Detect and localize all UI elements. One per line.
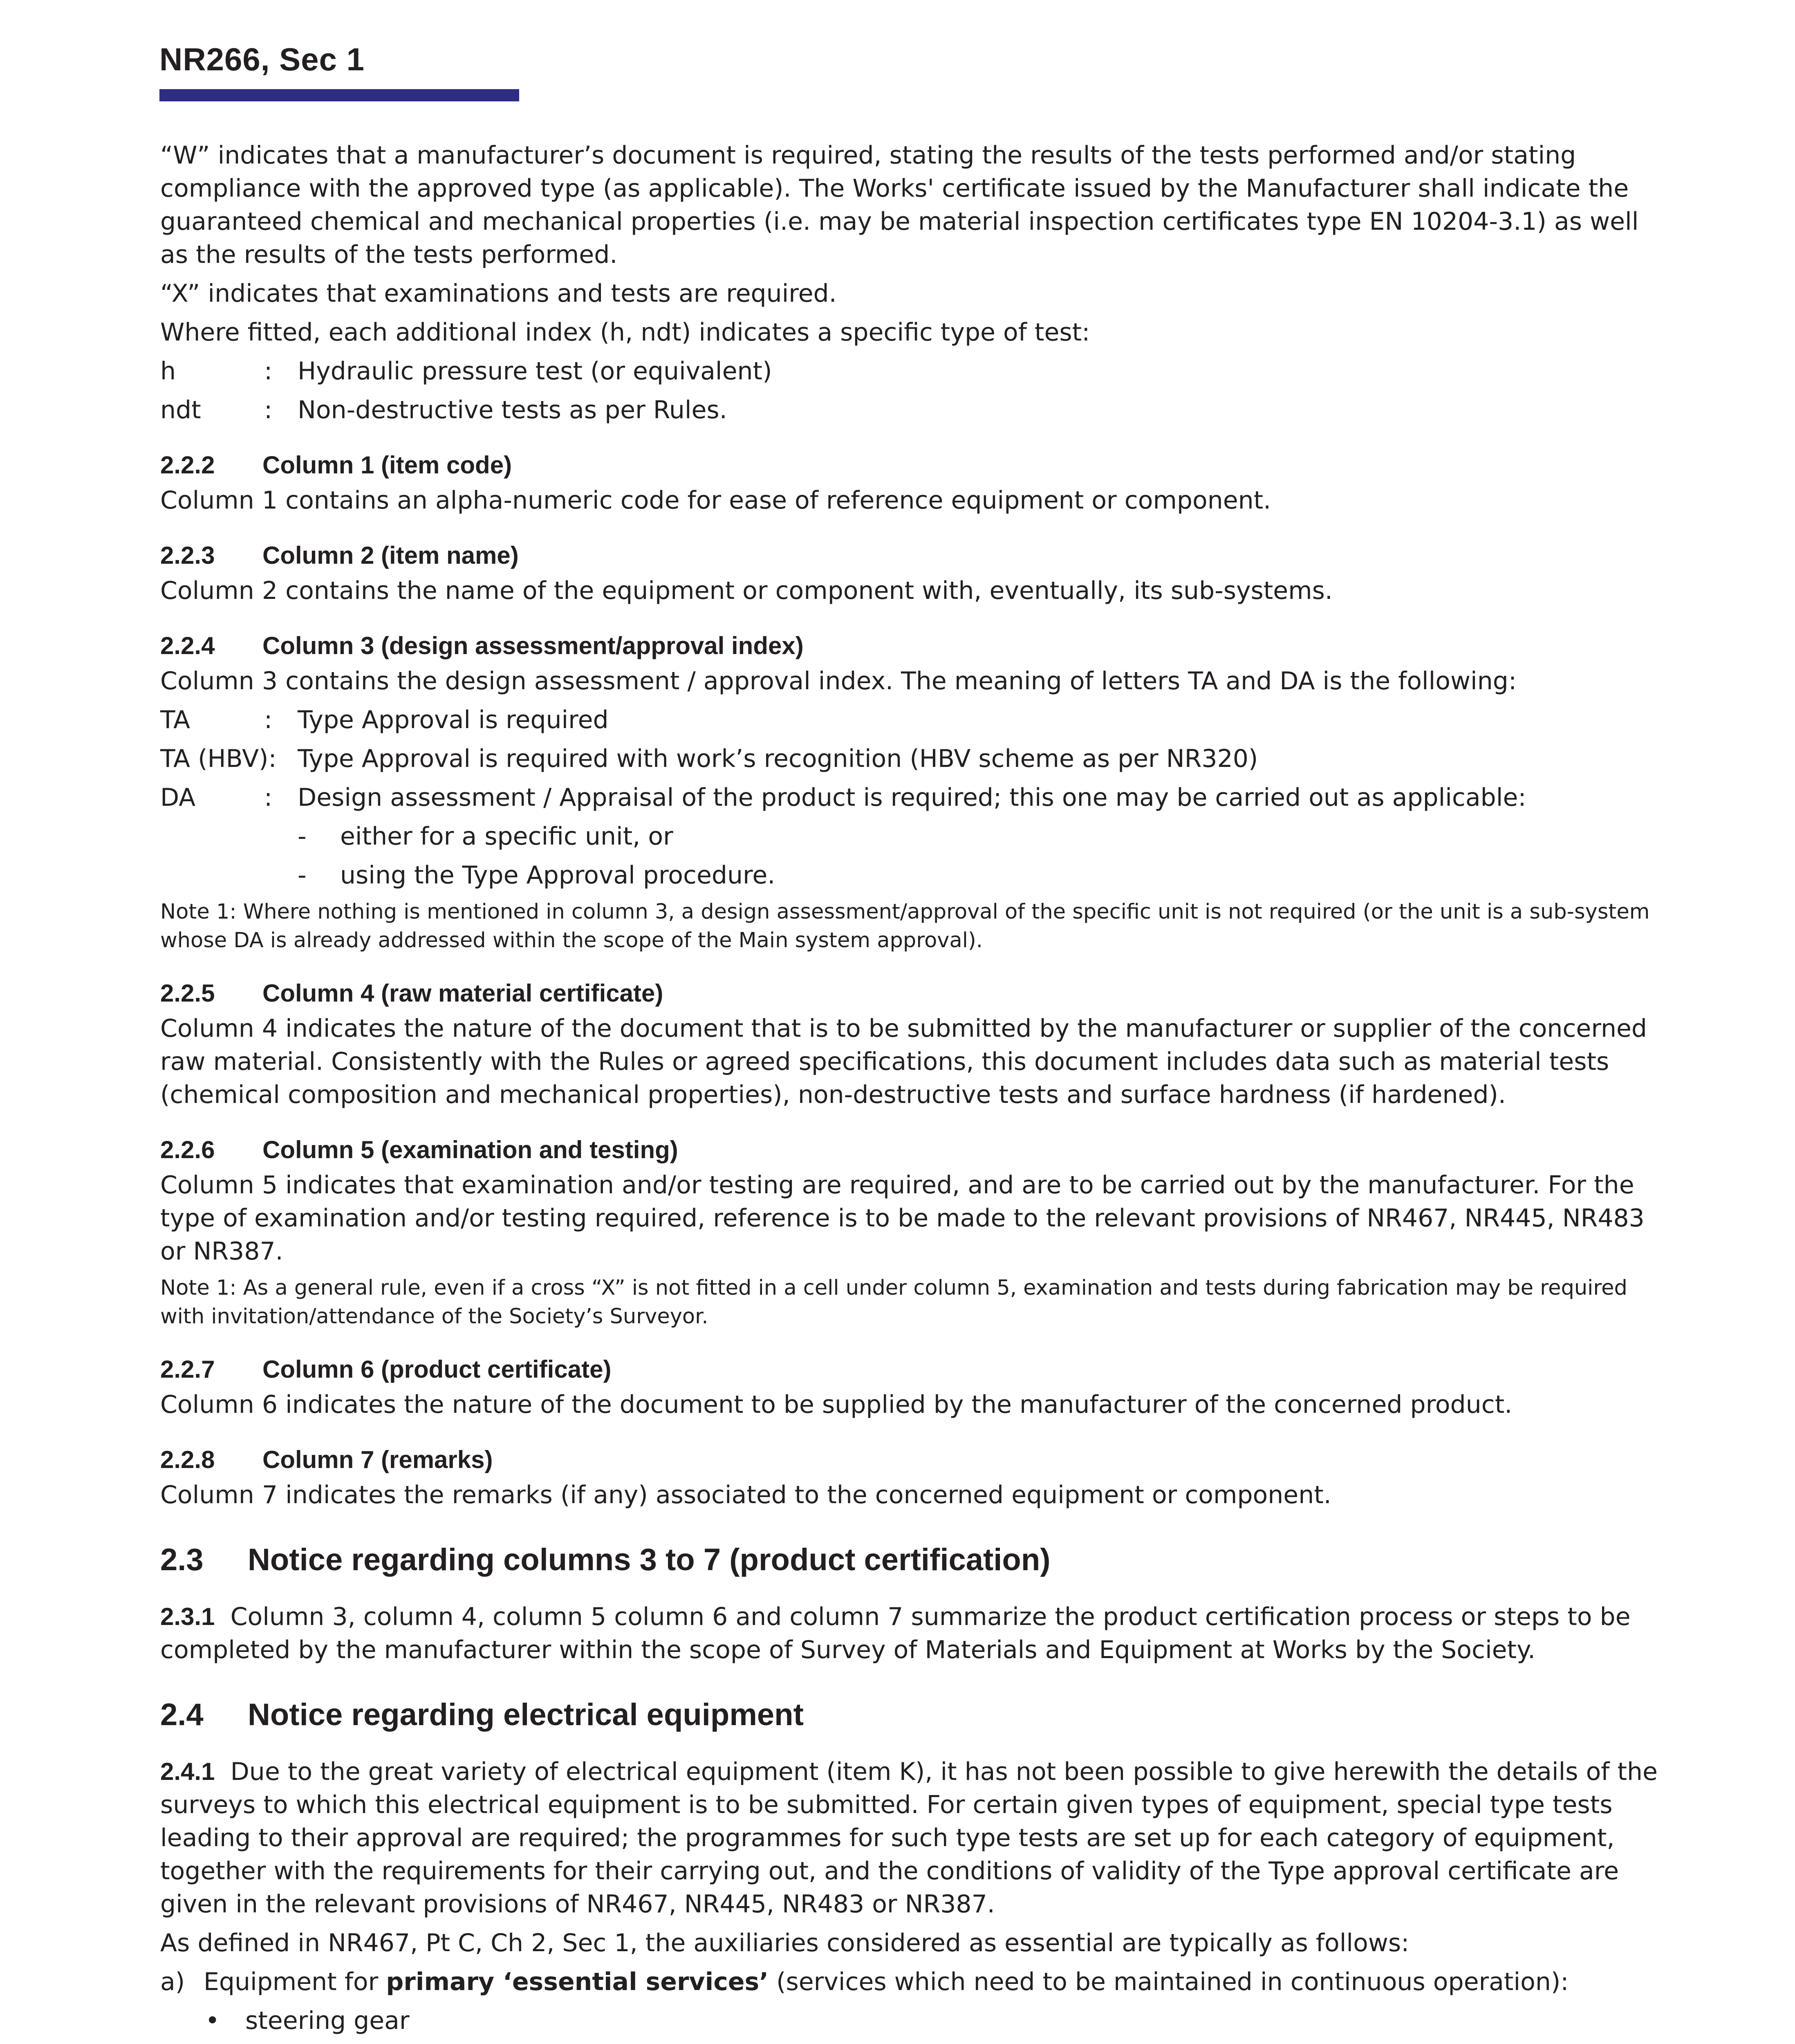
paragraph-number: 2.3.1 (160, 1603, 215, 1630)
heading-number: 2.2.8 (160, 1446, 215, 1473)
heading-2-2-5 (160, 977, 1658, 1010)
heading-title: Notice regarding electrical equipment (248, 1697, 804, 1732)
dash-item-text: either for a specific unit, or (340, 822, 673, 851)
paragraph-2-2-6: Column 5 indicates that examination and/or testing are required, and are to be carried out by the manufacturer. For the type of examination and/or testing required, reference is to be made to the relevant provisions of NR467, NR445, NR483 or NR387. (160, 1171, 1645, 1266)
index-value: Hydraulic pressure test (or equivalent) (298, 357, 772, 385)
index-row-ta (160, 704, 1658, 737)
heading-title: Column 4 (raw material certificate) (262, 979, 663, 1007)
paragraph-w-index: “W” indicates that a manufacturer’s document is required, stating the results of the tests performed and/or stating compliance with the approved type (as applicable). The Works' certificate issued by the Manufacturer shall indicate the guaranteed chemical and mechanical properties (i.e. may be material inspection certificates type EN 10204-3.1) as well as the results of the tests performed. (160, 141, 1639, 269)
paragraph-2-2-4: Column 3 contains the design assessment / approval index. The meaning of letters TA and DA is the following: (160, 667, 1517, 695)
index-row-h (160, 355, 1658, 388)
heading-number: 2.2.4 (160, 632, 215, 659)
heading-2-2-2 (160, 449, 1658, 482)
paragraph-text: Due to the great variety of electrical equipment (item K), it has not been possible to give herewith the details of the surveys to which this electrical equipment is to be submitted. For certain given types of equipment, special type tests leading to their approval are required; the programmes for such type tests are set up for each category of equipment, together with the requirements for their carrying out, and the conditions of validity of the Type approval certificate are given in the relevant provisions of NR467, NR445, NR483 or NR387. (160, 1757, 1658, 1918)
paragraph-2-2-5: Column 4 indicates the nature of the document that is to be submitted by the manufacturer or supplier of the concerned raw material. Consistently with the Rules or agreed specifications, this document includes data such as material tests (chemical composition and mechanical properties), non-destructive tests and surface hardness (if hardened). (160, 1014, 1647, 1109)
paragraph-2-2-3: Column 2 contains the name of the equipment or component with, eventually, its sub-systems. (160, 576, 1333, 605)
index-colon: : (264, 357, 273, 385)
heading-number: 2.2.6 (160, 1136, 215, 1163)
heading-2-2-3 (160, 539, 1658, 572)
bullet-text: steering gear (245, 2006, 410, 2035)
paragraph-2-2-2: Column 1 contains an alpha-numeric code for ease of reference equipment or component. (160, 486, 1271, 515)
alpha-marker: a) (160, 1968, 185, 1996)
header-rule (159, 89, 519, 101)
bullet-list-item (205, 2042, 1658, 2044)
dash-marker: - (298, 861, 307, 890)
index-key: DA (160, 783, 196, 812)
index-key: h (160, 357, 176, 385)
page-header-title: NR266, Sec 1 (159, 41, 365, 77)
heading-number: 2.2.7 (160, 1356, 215, 1383)
heading-title: Column 1 (item code) (262, 451, 512, 479)
heading-number: 2.4 (160, 1697, 204, 1732)
alpha-text-post: (services which need to be maintained in continuous operation): (769, 1968, 1569, 1996)
bullet-marker (205, 2042, 245, 2044)
index-row-ndt (160, 394, 1658, 427)
heading-title: Column 6 (product certificate) (262, 1356, 612, 1383)
dash-item-text: using the Type Approval procedure. (340, 861, 775, 890)
heading-number: 2.2.5 (160, 979, 215, 1007)
dash-list-item (298, 859, 1658, 892)
heading-number: 2.2.3 (160, 542, 215, 569)
paragraph-number: 2.4.1 (160, 1758, 215, 1785)
paragraph-text: Column 3, column 4, column 5 column 6 and column 7 summarize the product certification process or steps to be completed by the manufacturer within the scope of Survey of Materials and Equipment at Works by the Society. (160, 1602, 1631, 1664)
heading-title: Notice regarding columns 3 to 7 (product certification) (248, 1542, 1051, 1577)
index-key: ndt (160, 396, 201, 424)
heading-number: 2.3 (160, 1542, 204, 1577)
heading-2-3 (160, 1540, 1658, 1580)
index-value: Type Approval is required (298, 706, 609, 734)
heading-title: Column 2 (item name) (262, 542, 519, 569)
index-row-da (160, 781, 1658, 814)
alpha-text-bold: primary ‘essential services’ (386, 1968, 769, 1996)
dash-list-item (298, 820, 1658, 853)
heading-number: 2.2.2 (160, 451, 215, 479)
heading-2-2-6 (160, 1134, 1658, 1166)
bullet-text (245, 2042, 1658, 2044)
heading-2-2-4 (160, 630, 1658, 662)
note-2-2-4: Note 1: Where nothing is mentioned in column 3, a design assessment/approval of the specific unit is not required (or the unit is a sub-system whose DA is already addressed within the scope of the Main system approval). (160, 900, 1650, 953)
index-row-ta-hbv (160, 742, 1658, 775)
paragraph-2-4-1 (160, 1755, 1658, 1921)
note-2-2-6: Note 1: As a general rule, even if a cross “X” is not fitted in a cell under column 5, examination and tests during fabrication may be required with invitation/attendance of the Society’s Surveyor. (160, 1276, 1627, 1329)
index-key: TA (160, 706, 190, 734)
dash-marker: - (298, 822, 307, 851)
heading-title: Column 7 (remarks) (262, 1446, 493, 1473)
index-colon: : (264, 396, 273, 424)
heading-2-2-7 (160, 1353, 1658, 1386)
heading-2-4 (160, 1695, 1658, 1735)
index-colon: : (264, 706, 273, 734)
paragraph-essential-auxiliaries: As defined in NR467, Pt C, Ch 2, Sec 1, the auxiliaries considered as essential are typically as follows: (160, 1929, 1410, 1957)
paragraph-2-2-7: Column 6 indicates the nature of the document to be supplied by the manufacturer of the concerned product. (160, 1390, 1513, 1419)
bullet-marker: • (205, 2006, 220, 2035)
index-key: TA (HBV): (160, 744, 277, 773)
alpha-list-item-a (160, 1966, 1658, 1999)
index-value: Type Approval is required with work’s recognition (HBV scheme as per NR320) (298, 744, 1258, 773)
index-value: Non-destructive tests as per Rules. (298, 396, 727, 424)
index-colon: : (264, 783, 273, 812)
paragraph-x-index: “X” indicates that examinations and tests are required. (160, 279, 837, 308)
heading-title: Column 3 (design assessment/approval index) (262, 632, 804, 659)
index-value: Design assessment / Appraisal of the product is required; this one may be carried out as applicable: (298, 783, 1526, 812)
heading-2-2-8 (160, 1443, 1658, 1476)
document-body (160, 139, 1658, 2044)
alpha-item-text (204, 1966, 1569, 1999)
paragraph-2-3-1 (160, 1600, 1658, 1667)
paragraph-additional-index: Where fitted, each additional index (h, ndt) indicates a specific type of test: (160, 318, 1090, 347)
alpha-text-pre: Equipment for (204, 1968, 386, 1996)
bullet-list-item (205, 2004, 1658, 2037)
paragraph-2-2-8: Column 7 indicates the remarks (if any) associated to the concerned equipment or component. (160, 1481, 1331, 1509)
heading-title: Column 5 (examination and testing) (262, 1136, 678, 1163)
